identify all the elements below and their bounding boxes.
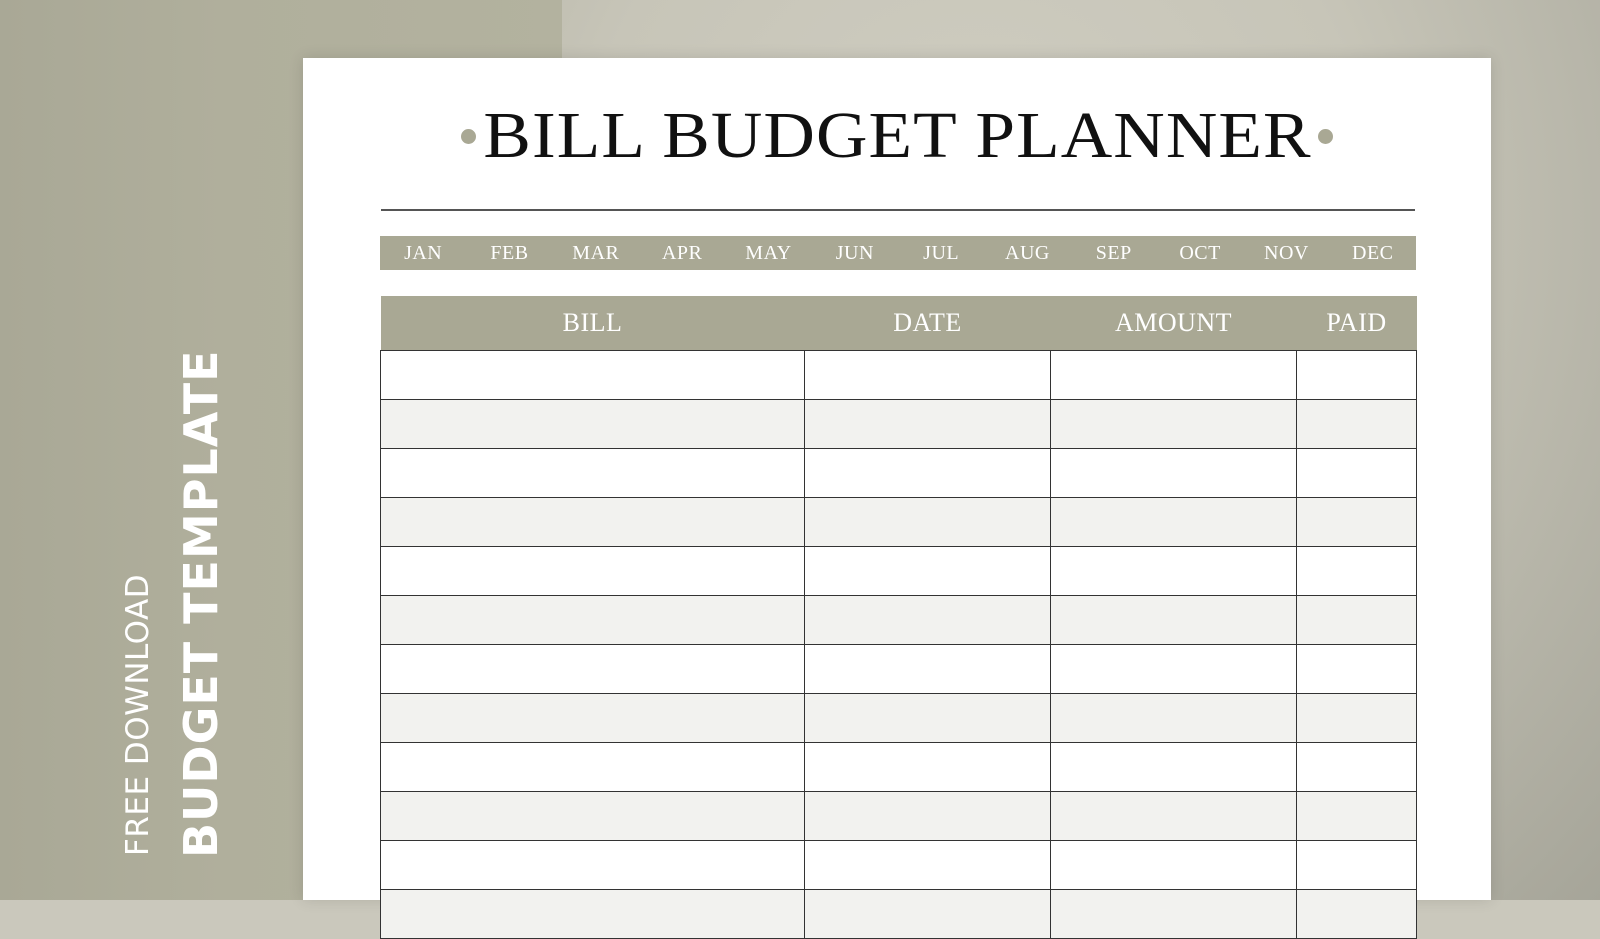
date-cell[interactable]	[805, 743, 1051, 792]
column-header-date: DATE	[805, 296, 1051, 351]
date-cell[interactable]	[805, 890, 1051, 939]
paid-cell[interactable]	[1297, 351, 1417, 400]
budget-template-label: BUDGET TEMPLATE	[174, 349, 228, 858]
month-apr[interactable]: APR	[661, 241, 703, 264]
bill-cell[interactable]	[381, 743, 805, 792]
month-jul[interactable]: JUL	[923, 241, 960, 264]
amount-cell[interactable]	[1051, 596, 1297, 645]
column-header-amount: AMOUNT	[1051, 296, 1297, 351]
table-row	[381, 841, 1417, 890]
month-feb[interactable]: FEB	[490, 241, 529, 264]
amount-cell[interactable]	[1051, 890, 1297, 939]
date-cell[interactable]	[805, 351, 1051, 400]
paid-cell[interactable]	[1297, 890, 1417, 939]
table-row	[381, 792, 1417, 841]
month-oct[interactable]: OCT	[1179, 241, 1221, 264]
table-row	[381, 596, 1417, 645]
bill-cell[interactable]	[381, 351, 805, 400]
column-header-paid: PAID	[1297, 296, 1417, 351]
free-download-label: FREE DOWNLOAD	[120, 573, 156, 856]
amount-cell[interactable]	[1051, 792, 1297, 841]
month-may[interactable]: MAY	[745, 241, 792, 264]
paid-cell[interactable]	[1297, 400, 1417, 449]
paid-cell[interactable]	[1297, 792, 1417, 841]
bill-cell[interactable]	[381, 841, 805, 890]
bill-table	[380, 296, 1417, 939]
title-divider	[381, 209, 1415, 211]
table-row	[381, 890, 1417, 939]
table-body	[381, 351, 1417, 939]
amount-cell[interactable]	[1051, 498, 1297, 547]
month-mar[interactable]: MAR	[572, 241, 620, 264]
paid-cell[interactable]	[1297, 498, 1417, 547]
planner-sheet	[303, 58, 1491, 900]
month-sep[interactable]: SEP	[1095, 241, 1132, 264]
date-cell[interactable]	[805, 645, 1051, 694]
table-row	[381, 547, 1417, 596]
bill-cell[interactable]	[381, 449, 805, 498]
paid-cell[interactable]	[1297, 596, 1417, 645]
month-aug[interactable]: AUG	[1005, 241, 1050, 264]
month-nov[interactable]: NOV	[1264, 241, 1309, 264]
amount-cell[interactable]	[1051, 841, 1297, 890]
paid-cell[interactable]	[1297, 694, 1417, 743]
table-header-row	[381, 296, 1417, 351]
month-bar	[380, 236, 1416, 270]
date-cell[interactable]	[805, 841, 1051, 890]
amount-cell[interactable]	[1051, 694, 1297, 743]
bill-cell[interactable]	[381, 498, 805, 547]
date-cell[interactable]	[805, 547, 1051, 596]
month-jan[interactable]: JAN	[404, 241, 443, 264]
title-row	[303, 96, 1491, 176]
column-header-bill: BILL	[381, 296, 805, 351]
dot-right-icon	[1318, 129, 1333, 144]
amount-cell[interactable]	[1051, 743, 1297, 792]
paid-cell[interactable]	[1297, 841, 1417, 890]
bill-cell[interactable]	[381, 596, 805, 645]
dot-left-icon	[461, 129, 476, 144]
month-jun[interactable]: JUN	[835, 241, 874, 264]
date-cell[interactable]	[805, 498, 1051, 547]
month-dec[interactable]: DEC	[1352, 241, 1394, 264]
bill-cell[interactable]	[381, 792, 805, 841]
bill-cell[interactable]	[381, 645, 805, 694]
paid-cell[interactable]	[1297, 449, 1417, 498]
paid-cell[interactable]	[1297, 645, 1417, 694]
amount-cell[interactable]	[1051, 449, 1297, 498]
table-row	[381, 498, 1417, 547]
amount-cell[interactable]	[1051, 351, 1297, 400]
date-cell[interactable]	[805, 792, 1051, 841]
amount-cell[interactable]	[1051, 645, 1297, 694]
table-row	[381, 400, 1417, 449]
bill-table-container	[380, 296, 1416, 939]
date-cell[interactable]	[805, 400, 1051, 449]
date-cell[interactable]	[805, 449, 1051, 498]
date-cell[interactable]	[805, 694, 1051, 743]
table-row	[381, 645, 1417, 694]
bill-cell[interactable]	[381, 547, 805, 596]
table-row	[381, 694, 1417, 743]
page-title: BILL BUDGET PLANNER	[482, 99, 1312, 172]
paid-cell[interactable]	[1297, 743, 1417, 792]
amount-cell[interactable]	[1051, 547, 1297, 596]
date-cell[interactable]	[805, 596, 1051, 645]
bill-cell[interactable]	[381, 400, 805, 449]
paid-cell[interactable]	[1297, 547, 1417, 596]
table-row	[381, 743, 1417, 792]
bill-cell[interactable]	[381, 694, 805, 743]
table-row	[381, 351, 1417, 400]
bill-cell[interactable]	[381, 890, 805, 939]
table-row	[381, 449, 1417, 498]
amount-cell[interactable]	[1051, 400, 1297, 449]
